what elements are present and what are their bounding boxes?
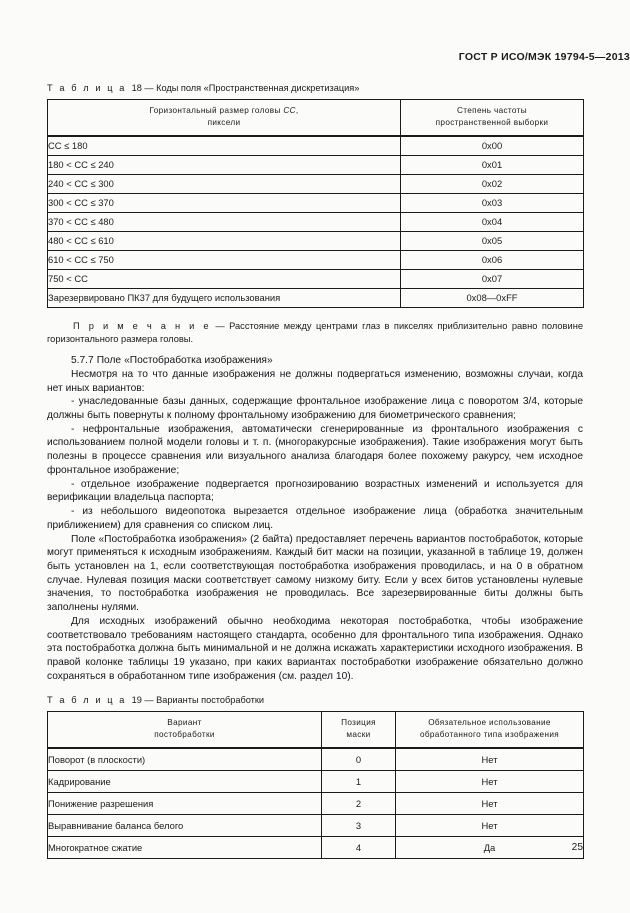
table18-header-sampling-rate [401,100,584,136]
table18-cell-range: CC ≤ 180 [48,136,401,156]
table18-cell-range: 750 < CC [48,269,401,288]
table18-cell-code: 0x05 [401,231,584,250]
table-row [48,174,584,193]
document-header-standard-id: ГОСТ Р ИСО/МЭК 19794-5—2013 [458,51,630,63]
table-row [48,748,584,771]
table19-caption [47,695,583,705]
table18-caption-lead: Т а б л и ц а [47,83,127,93]
table18-note [47,320,583,346]
note-lead: П р и м е ч а н и е [73,320,211,331]
table-row [48,269,584,288]
table18-cell-range: 480 < CC ≤ 610 [48,231,401,250]
table18-header-head-size-l1: Горизонтальный размер головы [149,106,284,115]
table-row [48,193,584,212]
table18-cell-range: 180 < CC ≤ 240 [48,155,401,174]
page-number: 25 [571,842,583,853]
table-row [48,288,584,307]
table19-header-mask-position-l1: Позиция [341,718,376,728]
table-row [48,155,584,174]
table19-header-row [48,712,584,748]
table-postprocessing-variants [47,711,584,859]
table-row [48,771,584,793]
table18-cell-code: 0x00 [401,136,584,156]
table18-cell-range: 370 < CC ≤ 480 [48,212,401,231]
table18-header-head-size-var: CC [283,106,296,115]
table-row [48,250,584,269]
table18-caption [47,83,583,93]
table19-cell-position: 0 [322,748,396,771]
table18-cell-code: 0x01 [401,155,584,174]
table18-header-head-size-comma: , [295,106,299,115]
table18-cell-code: 0x06 [401,250,584,269]
table19-cell-position: 1 [322,771,396,793]
table19-header-mask-position-l2: маски [346,730,371,740]
table19-cell-position: 4 [322,837,396,859]
table-row [48,837,584,859]
table18-cell-code: 0x04 [401,212,584,231]
table19-header-mandatory-l2: обработанного типа изображения [419,730,560,740]
table19-caption-text: 19 — Варианты постобработки [131,695,265,706]
table18-header-row [48,100,584,136]
table19-cell-variant: Поворот (в плоскости) [48,748,322,771]
table-row [48,231,584,250]
table-row [48,212,584,231]
table18-cell-range: 300 < CC ≤ 370 [48,193,401,212]
table19-cell-position: 2 [322,793,396,815]
table-row [48,815,584,837]
table19-cell-variant: Выравнивание баланса белого [48,815,322,837]
note-text: — Расстояние между центрами глаз в пикселях приблизительно равно половине горизонтального размера головы. [47,320,583,344]
table19-cell-mandatory: Нет [396,748,584,771]
table19-header-mask-position [322,712,396,748]
table18-header-head-size [48,100,401,136]
table19-cell-mandatory: Нет [396,771,584,793]
page-content [47,0,583,859]
table18-cell-range: 610 < CC ≤ 750 [48,250,401,269]
table18-cell-code: 0x08—0xFF [401,288,584,307]
table18-cell-code: 0x03 [401,193,584,212]
section-paragraph: - нефронтальные изображения, автоматически сгенерированные из фронтального изображения с использованием полной модели головы и т. п. (многоракурсные изображения). Такие изображения могут быть полезны в процессе сравнения или визуального анализа благодаря более похожему ракурсу, чем исходное фронтальное изображение; [47,423,583,476]
table19-cell-mandatory: Нет [396,815,584,837]
table18-caption-text: 18 — Коды поля «Пространственная дискретизация» [131,83,360,93]
table18-cell-code: 0x07 [401,269,584,288]
table19-header-variant [48,712,322,748]
section-paragraph: Поле «Постобработка изображения» (2 байта) предоставляет перечень вариантов постобработок, которые могут применяться к исходным изображениям. Каждый бит маски на позиции, указанной в таблице 19, должен быть установлен на 1, если соответствующая постобработка изображения проводилась, и на 0 в обратном случае. Нулевая позиция маски соответствует самому низкому биту. Если у всех битов установлены нулевые значения, то постобработка изображения не проводилась. Все зарезервированные биты должны быть заполнены нулями. [47,533,583,614]
table-spatial-sampling-codes [47,99,584,308]
section-paragraph: Несмотря на то что данные изображения не должны подвергаться изменению, возможны случаи, когда нет иных вариантов: [47,368,583,394]
table19-header-variant-l2: постобработки [154,730,215,740]
table18-cell-code: 0x02 [401,174,584,193]
section-heading-5-7-7: 5.7.7 Поле «Постобработка изображения» [71,355,273,367]
table19-caption-lead: Т а б л и ц а [47,695,127,706]
section-paragraph: - отдельное изображение подвергается прогнозированию возрастных изменений и используется для верификации владельца паспорта; [47,478,583,504]
table18-header-head-size-l2: пиксели [207,117,241,127]
table19-header-mandatory [396,712,584,748]
table19-cell-position: 3 [322,815,396,837]
table19-cell-variant: Кадрирование [48,771,322,793]
table19-header-mandatory-l1: Обязательное использование [428,718,551,728]
table19-cell-variant: Многократное сжатие [48,837,322,859]
table-row [48,136,584,156]
table19-cell-mandatory: Да [396,837,584,859]
section-paragraph: - из небольшого видеопотока вырезается отдельное изображение лица (обработка значительным приближением) для сравнения со списком лиц. [47,506,583,531]
table19-cell-mandatory: Нет [396,793,584,815]
table-row [48,793,584,815]
section-paragraph: - унаследованные базы данных, содержащие фронтальное изображение лица с поворотом 3/4, которые должны быть повернуты к полному фронтальному изображению для биометрического сравнения; [47,396,583,422]
section-paragraph: Для исходных изображений обычно необходима некоторая постобработка, чтобы изображение соответствовало требованиям настоящего стандарта, особенно для фронтального типа изображения. Однако эта постобработка должна быть минимальной и не должна искажать характеристики исходного изображения. В правой колонке таблицы 19 указано, при каких вариантах постобработки изображение обязательно должно сохраняться в обработанном типе изображения (см. раздел 10). [47,615,583,682]
table18-cell-range: Зарезервировано ПК37 для будущего использования [48,288,401,307]
table18-header-sampling-rate-l1: Степень частоты [456,106,527,115]
table19-cell-variant: Понижение разрешения [48,793,322,815]
table18-header-sampling-rate-l2: пространственной выборки [435,117,549,127]
table18-cell-range: 240 < CC ≤ 300 [48,174,401,193]
table19-header-variant-l1: Вариант [167,718,202,728]
